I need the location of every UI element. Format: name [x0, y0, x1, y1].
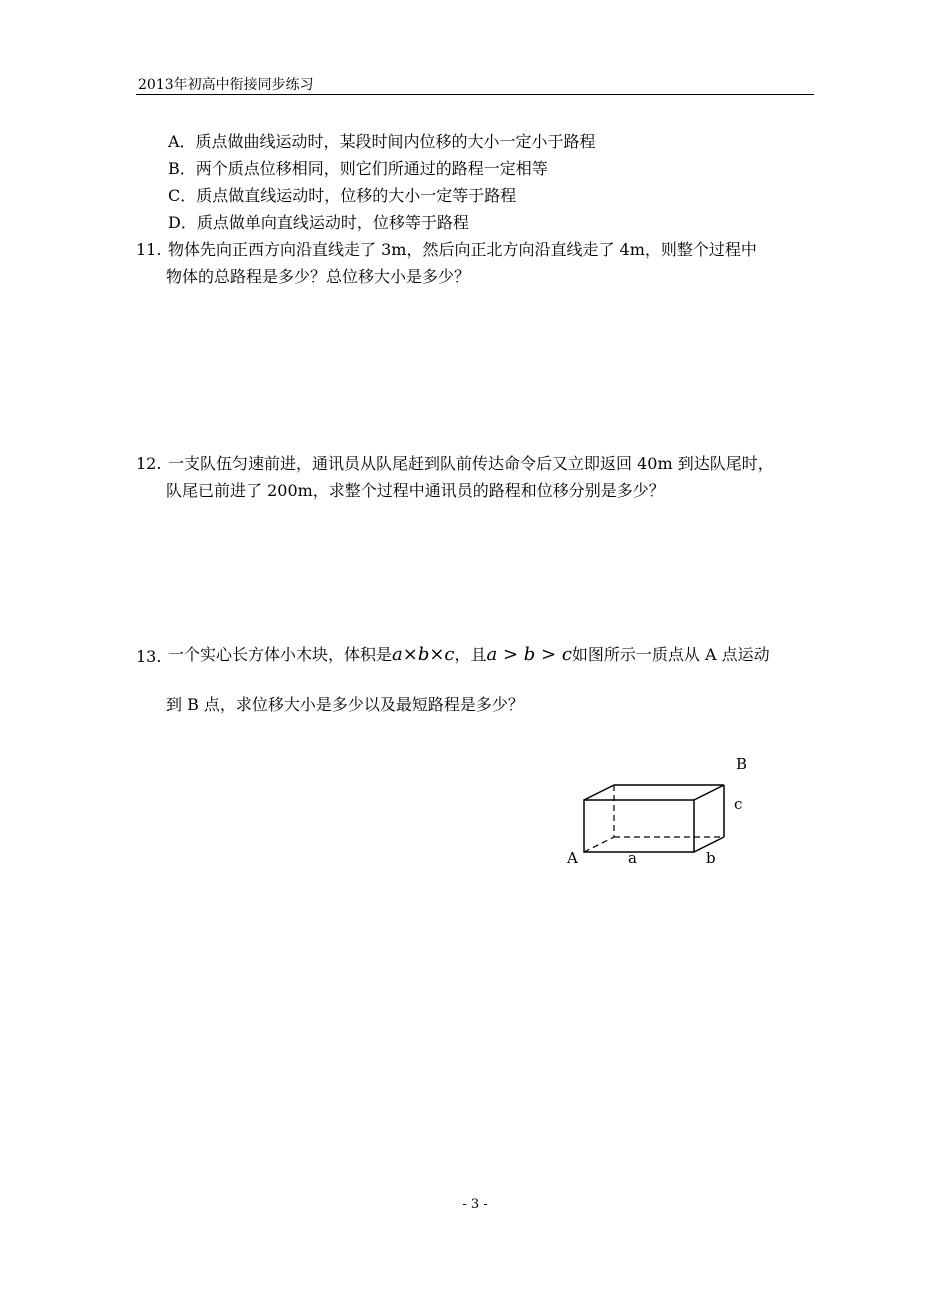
- cuboid-top-right-edge: [694, 785, 724, 800]
- header-title: 2013年初高中衔接同步练习: [138, 77, 314, 93]
- cuboid-hidden-bottom-left-edge: [584, 837, 614, 852]
- q13-inequality-expression: a > b > c: [486, 644, 572, 665]
- label-b: b: [706, 849, 716, 867]
- label-point-b: B: [736, 755, 748, 773]
- q11-number: 11.: [136, 240, 162, 259]
- cuboid-top-left-edge: [584, 785, 614, 800]
- q10-option-b: B．两个质点位移相同，则它们所通过的路程一定相等: [168, 159, 548, 178]
- cuboid-figure: [560, 750, 790, 880]
- q13-text-line2: 到 B 点，求位移大小是多少以及最短路程是多少？: [166, 695, 524, 714]
- label-c: c: [734, 795, 743, 813]
- q11-text-line2: 物体的总路程是多少？总位移大小是多少？: [166, 267, 471, 286]
- q12-text-line2: 队尾已前进了 200m，求整个过程中通讯员的路程和位移分别是多少？: [166, 481, 665, 500]
- page-header: [136, 72, 814, 95]
- q10-option-d: D．质点做单向直线运动时，位移等于路程: [168, 213, 469, 232]
- q11-text-line1: 物体先向正西方向沿直线走了 3m，然后向正北方向沿直线走了 4m，则整个过程中: [168, 240, 757, 259]
- q13-text-part3: 如图所示一质点从 A 点运动: [571, 645, 770, 664]
- q13-text-line1: [168, 645, 770, 665]
- cuboid-front-face: [584, 800, 694, 852]
- label-point-a: A: [567, 849, 578, 867]
- q12-text-line1: 一支队伍匀速前进，通讯员从队尾赶到队前传达命令后又立即返回 40m 到达队尾时，: [168, 454, 774, 473]
- q13-number: 13.: [136, 647, 162, 666]
- q10-option-c: C．质点做直线运动时，位移的大小一定等于路程: [168, 186, 517, 205]
- label-a: a: [628, 849, 637, 867]
- q12-number: 12.: [136, 454, 162, 473]
- page-number: - 3 -: [462, 1197, 488, 1212]
- q13-volume-expression: a×b×c: [392, 644, 455, 665]
- q13-text-part2: ，且: [454, 645, 487, 664]
- q10-option-a: A．质点做曲线运动时，某段时间内位移的大小一定小于路程: [168, 132, 596, 151]
- q13-text-part1: 一个实心长方体小木块，体积是: [168, 645, 393, 664]
